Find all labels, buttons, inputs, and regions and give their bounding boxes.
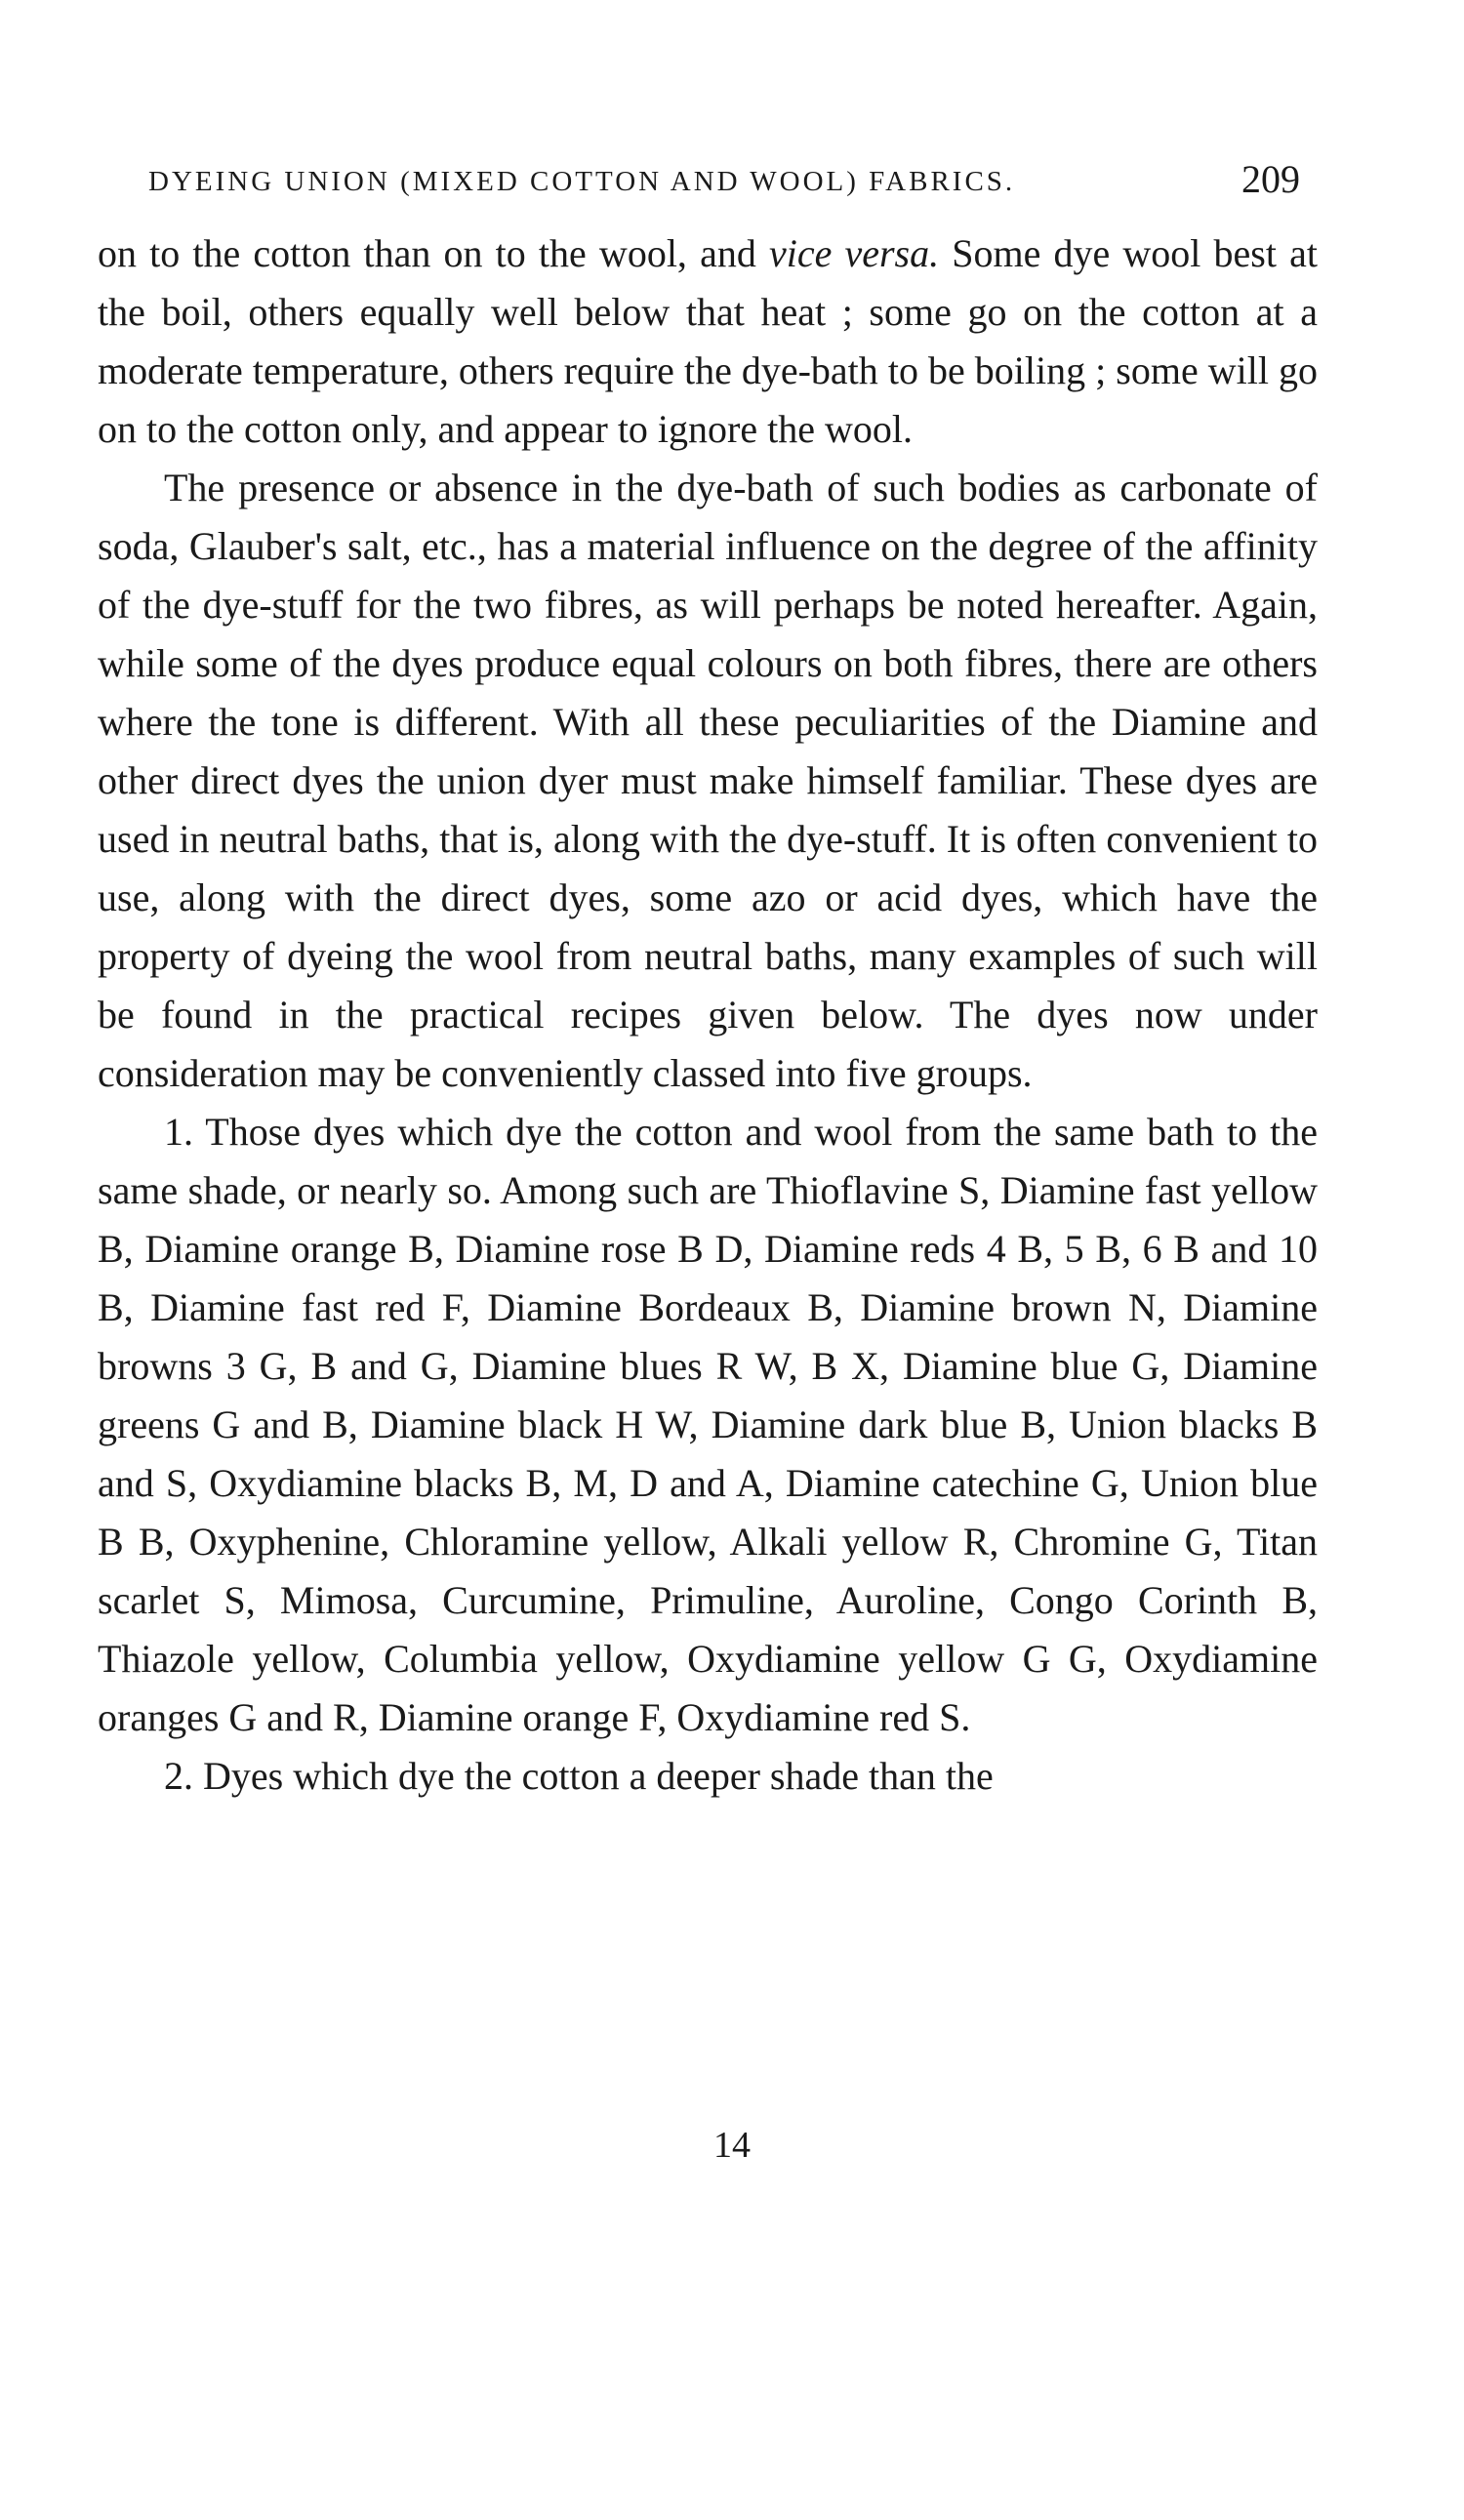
signature-mark: 14 <box>713 2125 751 2166</box>
paragraph-3-group-1: 1. Those dyes which dye the cotton and wool from the same bath to the same shade, or nearly so. Among such are Thioflavine S, Diamine fast yellow B, Diamine orange B, Diamine rose B D, Diamine reds 4 B, 5 B, 6 B and 10 B, Diamine fast red F, Diamine Bordeaux B, Diamine brown N, Diamine browns 3 G, B and G, Diamine blues R W, B X, Diamine blue G, Diamine greens G and B, Diamine black H W, Diamine dark blue B, Union blacks B and S, Oxydiamine blacks B, M, D and A, Diamine catechine G, Union blue B B, Oxyphenine, Chloramine yellow, Alkali yellow R, Chromine G, Titan scarlet S, Mimosa, Curcumine, Primuline, Auroline, Congo Corinth B, Thiazole yellow, Columbia yellow, Oxydiamine yellow G G, Oxydiamine oranges G and R, Diamine orange F, Oxydiamine red S. <box>98 1110 1318 1739</box>
italic-phrase: vice versa. <box>768 231 940 275</box>
book-page <box>98 156 1318 1806</box>
running-title: DYEING UNION (MIXED COTTON AND WOOL) FABRICS. <box>148 166 1016 197</box>
body-text <box>98 224 1318 1806</box>
paragraph-1-start: on to the cotton than on to the wool, and <box>98 231 769 275</box>
page-number: 209 <box>1241 157 1300 201</box>
paragraph-1-end: Some dye wool best at the boil, others equally well below that heat ; some go on the cotton at a moderate temperature, others require the dye-bath to be boiling ; some will go on to the cotton only, and appear to ignore the wool. <box>98 231 1318 451</box>
paragraph-2: The presence or absence in the dye-bath of such bodies as carbonate of soda, Glauber's salt, etc., has a material influence on the degree of the affinity of the dye-stuff for the two fibres, as will perhaps be noted hereafter. Again, while some of the dyes produce equal colours on both fibres, there are others where the tone is different. With all these peculiarities of the Diamine and other direct dyes the union dyer must make himself familiar. These dyes are used in neutral baths, that is, along with the dye-stuff. It is often convenient to use, along with the direct dyes, some azo or acid dyes, which have the property of dyeing the wool from neutral baths, many examples of such will be found in the practical recipes given below. The dyes now under consideration may be conveniently classed into five groups. <box>98 466 1318 1095</box>
running-header <box>98 156 1318 215</box>
paragraph-4-group-2: 2. Dyes which dye the cotton a deeper shade than the <box>164 1754 994 1798</box>
paragraph-continuation <box>98 224 1318 459</box>
